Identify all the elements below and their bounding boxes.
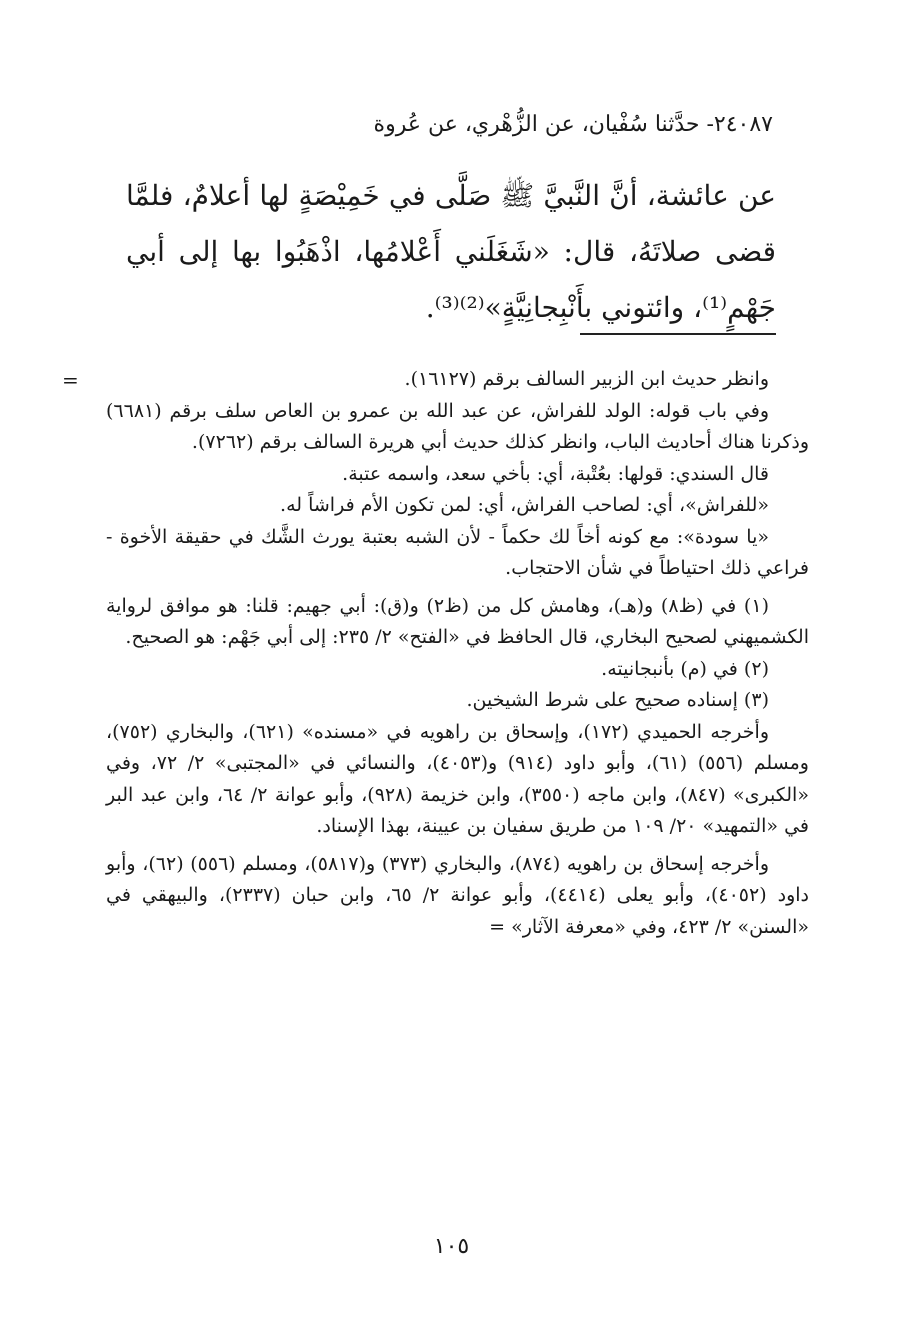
note-paragraph: وانظر حديث ابن الزبير السالف برقم (١٦١٢٧). [404, 368, 769, 390]
footnote-separator [580, 333, 776, 335]
note-paragraph: وأخرجه إسحاق بن راهويه (٨٧٤)، والبخاري (٣٧٣) و(٥٨١٧)، ومسلم (٥٥٦) (٦٢)، وأبو داود (٤٠٥٢)، وأبو يعلى (٤٤١٤)، وأبو عوانة ٢/ ٦٥، وابن حبان (٢٣٣٧)، والبيهقي في «السنن» ٢/ ٤٢٣، وفي «معرفة الآثار» = [106, 852, 809, 938]
page-number: ١٠٥ [433, 1234, 470, 1259]
note-paragraph: قال السندي: قولها: بعُتْبة، أي: بأخي سعد، واسمه عتبة. [342, 462, 769, 485]
footnote-1: (١) في (ظ٨) و(هـ)، وهامش كل من (ظ٢) و(ق): أبي جهيم: قلنا: هو موافق لرواية الكشميهني لصحيح البخاري، قال الحافظ في «الفتح» ٢/ ٢٣٥: إلى أبي جَهْم: هو الصحيح. [106, 594, 809, 648]
hadith-text: عن عائشة، أنَّ النَّبيَّ ﷺ صَلَّى في خَمِيْصَةٍ لها أعلامٌ، فلمَّا قضى صلاتَهُ، قال: «شَغَلَني أَعْلامُها، اذْهَبُوا بها إلى أبي جَهْمٍ⁽¹⁾، وائتوني بأَنْبِجانِيَّةٍ»⁽²⁾⁽³⁾. [126, 179, 776, 324]
footnote-3: (٣) إسناده صحيح على شرط الشيخين. [466, 689, 769, 711]
hadith-number-line: ٢٤٠٨٧- حدَّثنا سُفْيان، عن الزُّهْري، عن عُروة [373, 112, 773, 137]
footnotes-section [106, 364, 809, 943]
note-paragraph: «للفراش»، أي: لصاحب الفراش، أي: لمن تكون الأم فراشاً له. [280, 494, 769, 516]
continuation-mark: = [62, 368, 79, 392]
note-paragraph: وفي باب قوله: الولد للفراش، عن عبد الله بن عمرو بن العاص سلف برقم (٦٦٨١) وذكرنا هناك أحاديث الباب، وانظر كذلك حديث أبي هريرة السالف برقم (٧٢٦٢). [106, 399, 809, 453]
footnote-2: (٢) في (م) بأنبجانيته. [601, 657, 769, 680]
note-paragraph: «يا سودة»: مع كونه أخاً لك حكماً - لأن الشبه بعتبة يورث الشَّك في حقيقة الأخوة - فراعي ذلك احتياطاً في شأن الاحتجاب. [106, 525, 809, 579]
note-paragraph: وأخرجه الحميدي (١٧٢)، وإسحاق بن راهويه في «مسنده» (٦٢١)، والبخاري (٧٥٢)، ومسلم (٥٥٦) (٦١)، وأبو داود (٩١٤) و(٤٠٥٣)، والنسائي في «المجتبى» ٢/ ٧٢، وفي «الكبرى» (٨٤٧)، وابن ماجه (٣٥٥٠)، وابن خزيمة (٩٢٨)، وأبو عوانة ٢/ ٦٤، وابن عبد البر في «التمهيد» ٢٠/ ١٠٩ من طريق سفيان بن عيينة، بهذا الإسناد. [106, 720, 809, 837]
